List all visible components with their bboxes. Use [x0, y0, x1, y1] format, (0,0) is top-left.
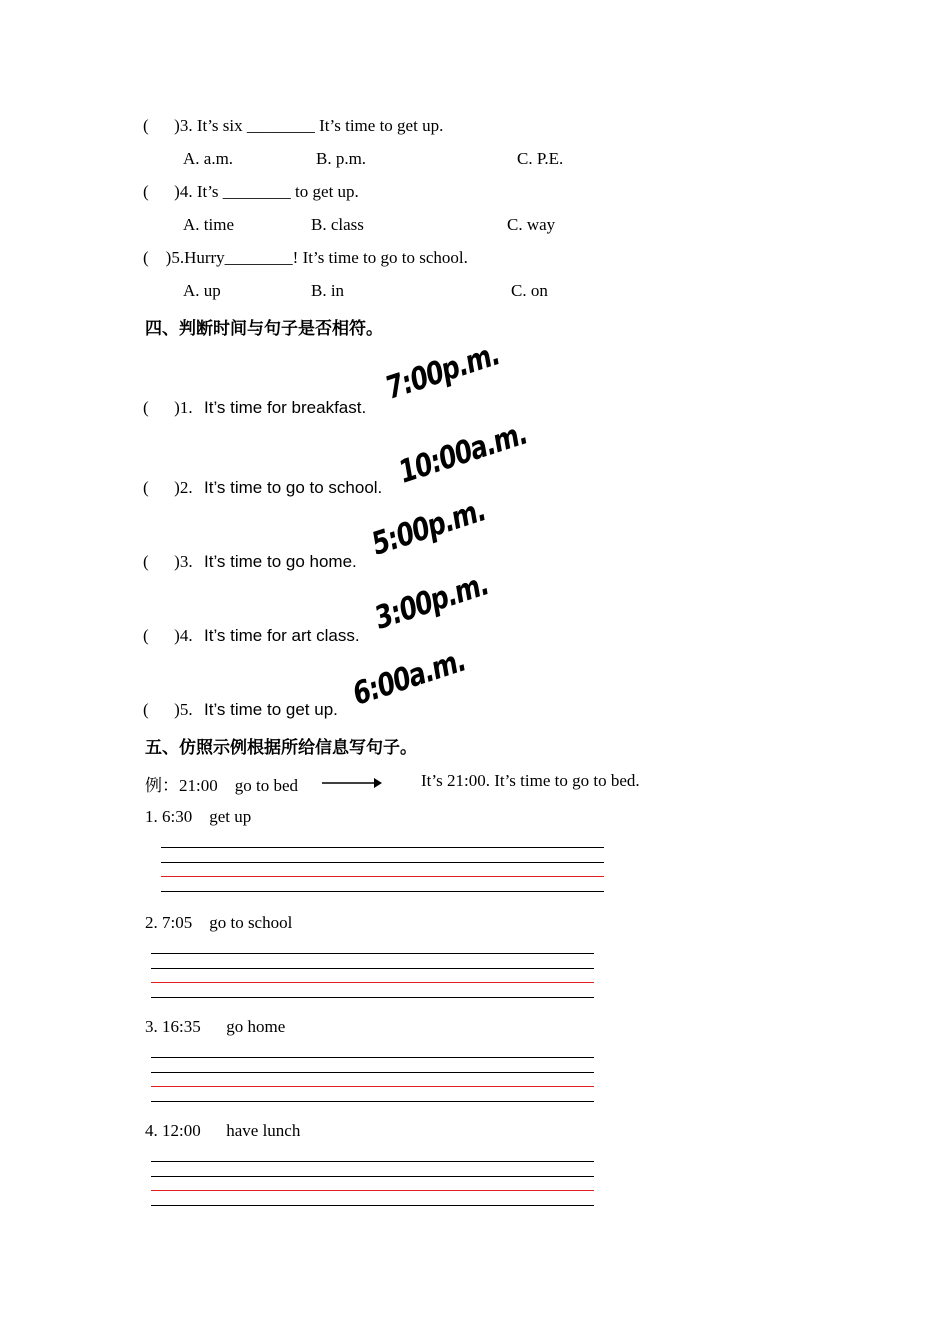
mc-4-option-b: B. class	[311, 215, 364, 234]
clock-image-text: 6:00a.m.	[350, 641, 468, 713]
judge-paren: ( )1.	[143, 398, 193, 417]
guide-line-red	[161, 876, 604, 877]
example-label: 例：21:00 go to bed	[145, 776, 298, 795]
section-4-title: 四、判断时间与句子是否相符。	[145, 319, 383, 339]
write-prompt-1: 1. 6:30 get up	[145, 807, 252, 826]
mc-4-option-a: A. time	[183, 215, 234, 234]
judge-sentence: It’s time to go home.	[204, 552, 357, 571]
clock-image-text: 3:00p.m.	[372, 564, 491, 637]
judge-paren: ( )4.	[143, 626, 193, 645]
mc-question-3: ( )3. It’s six ________ It’s time to get up.	[143, 116, 444, 135]
guide-line	[151, 1101, 594, 1102]
guide-line	[151, 1205, 594, 1206]
mc-3-option-c: C. P.E.	[517, 149, 564, 168]
judge-paren: ( )5.	[143, 700, 193, 719]
clock-image-text: 7:00p.m.	[383, 334, 502, 407]
arrow-right-icon	[322, 775, 384, 791]
guide-line-red	[151, 1190, 594, 1191]
judge-sentence: It’s time to go to school.	[204, 478, 383, 497]
guide-line	[151, 953, 594, 954]
judge-sentence: It’s time for art class.	[204, 626, 360, 645]
mc-4-option-c: C. way	[507, 215, 556, 234]
guide-line	[151, 968, 594, 969]
write-prompt-4: 4. 12:00 have lunch	[145, 1121, 301, 1140]
guide-line	[151, 1161, 594, 1162]
section-5-title: 五、仿照示例根据所给信息写句子。	[145, 738, 417, 758]
guide-line	[151, 1057, 594, 1058]
clock-image-text: 10:00a.m.	[396, 414, 530, 491]
mc-3-option-b: B. p.m.	[316, 149, 367, 168]
mc-3-option-a: A. a.m.	[183, 149, 234, 168]
clock-image-text: 5:00p.m.	[369, 490, 488, 563]
guide-line	[151, 1072, 594, 1073]
mc-5-option-a: A. up	[183, 281, 221, 300]
write-prompt-3: 3. 16:35 go home	[145, 1017, 286, 1036]
write-prompt-2: 2. 7:05 go to school	[145, 913, 293, 932]
judge-sentence: It’s time to get up.	[204, 700, 338, 719]
mc-question-5: ( )5.Hurry________! It’s time to go to school.	[143, 248, 468, 267]
guide-line	[161, 847, 604, 848]
guide-line	[151, 997, 594, 998]
guide-line	[161, 862, 604, 863]
mc-question-4: ( )4. It’s ________ to get up.	[143, 182, 359, 201]
guide-line-red	[151, 1086, 594, 1087]
judge-paren: ( )3.	[143, 552, 193, 571]
guide-line-red	[151, 982, 594, 983]
judge-sentence: It’s time for breakfast.	[204, 398, 367, 417]
example-answer: It’s 21:00. It’s time to go to bed.	[421, 771, 640, 790]
guide-line	[151, 1176, 594, 1177]
mc-5-option-c: C. on	[511, 281, 548, 300]
judge-paren: ( )2.	[143, 478, 193, 497]
mc-5-option-b: B. in	[311, 281, 345, 300]
guide-line	[161, 891, 604, 892]
